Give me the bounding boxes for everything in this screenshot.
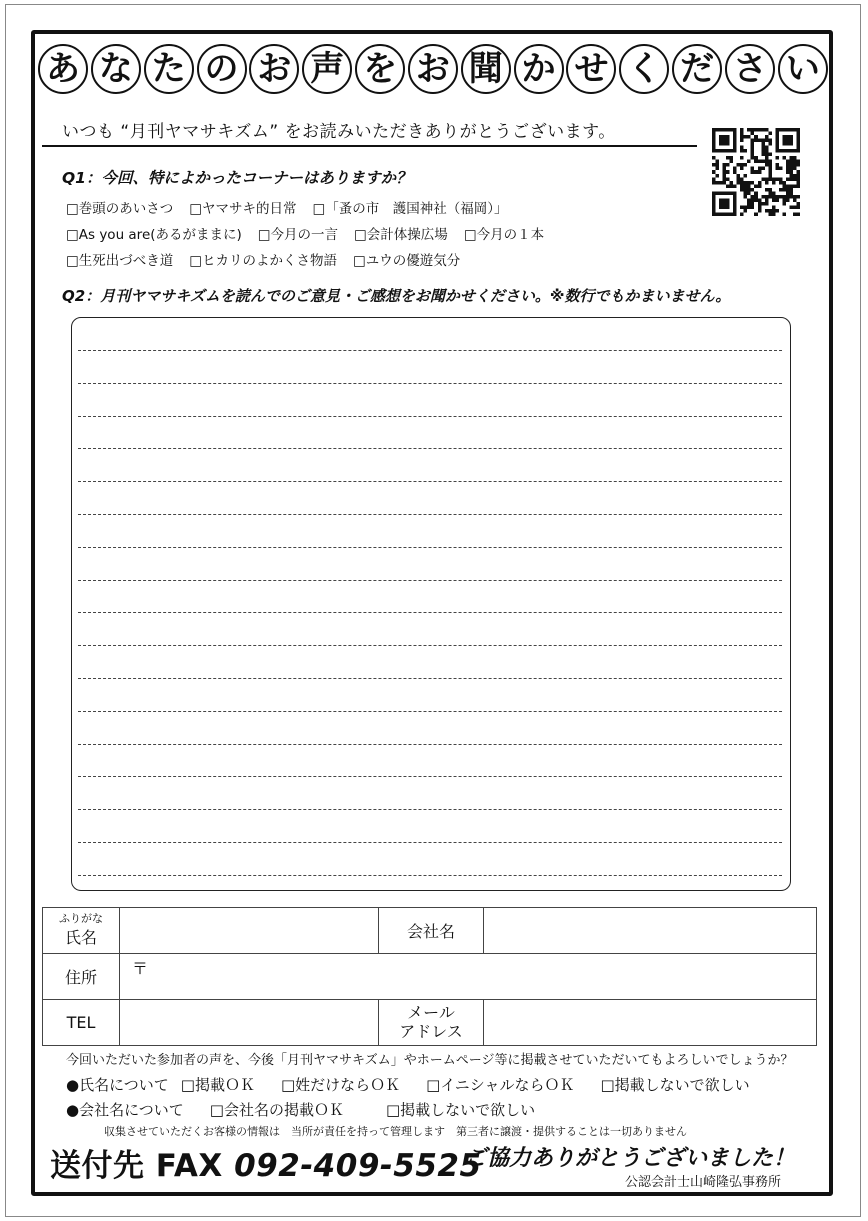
title-char: だ bbox=[672, 44, 722, 94]
thanks-message: いつも “月刊ヤマサキズム” をお読みいただきありがとうございます。 bbox=[62, 122, 616, 142]
name-label-cell bbox=[43, 908, 120, 954]
q1-option-checkbox[interactable]: □ヤマサキ的日常 bbox=[189, 201, 297, 217]
title-char: お bbox=[408, 44, 458, 94]
name-consent-no-checkbox[interactable]: □掲載しないで欲しい bbox=[600, 1076, 750, 1094]
name-consent-ok-checkbox[interactable]: □掲載ＯＫ bbox=[180, 1076, 255, 1094]
answer-line bbox=[78, 678, 782, 679]
fax-destination bbox=[50, 1140, 482, 1185]
answer-line bbox=[78, 744, 782, 745]
name-consent-initials-checkbox[interactable]: □イニシャルならＯＫ bbox=[426, 1076, 575, 1094]
q1-option-checkbox[interactable]: □「蚤の市 護国神社（福岡）」 bbox=[312, 201, 508, 217]
furigana-label: ふりがな bbox=[59, 911, 103, 925]
page-title bbox=[38, 44, 828, 98]
title-char: か bbox=[514, 44, 564, 94]
q1-heading: Q1：今回、特によかったコーナーはありますか？ bbox=[62, 169, 412, 187]
q1-option-checkbox[interactable]: □生死出づべき道 bbox=[66, 253, 174, 269]
answer-line bbox=[78, 416, 782, 417]
q1-option-checkbox[interactable]: □今月の１本 bbox=[463, 227, 545, 243]
office-name: 公認会計士山崎隆弘事務所 bbox=[625, 1175, 782, 1190]
q1-options-row-1 bbox=[66, 197, 524, 217]
company-consent-row bbox=[66, 1099, 561, 1120]
title-char: せ bbox=[566, 44, 616, 94]
q1-option-checkbox[interactable]: □ユウの優遊気分 bbox=[353, 253, 461, 269]
privacy-notice: 収集させていただくお客様の情報は 当所が責任を持って管理します 第三者に譲渡・提供することは一切ありません bbox=[104, 1125, 687, 1138]
answer-line bbox=[78, 711, 782, 712]
answer-line bbox=[78, 580, 782, 581]
name-field[interactable] bbox=[120, 908, 379, 954]
name-consent-row bbox=[66, 1074, 776, 1095]
company-field[interactable] bbox=[484, 908, 817, 954]
name-consent-label: ●氏名について bbox=[66, 1076, 169, 1094]
contact-form-table bbox=[42, 907, 817, 1046]
title-char: く bbox=[619, 44, 669, 94]
consent-question: 今回いただいた参加者の声を、今後「月刊ヤマサキズム」やホームページ等に掲載させていただいてもよろしいでしょうか？ bbox=[66, 1053, 794, 1068]
title-char: さ bbox=[725, 44, 775, 94]
answer-textarea[interactable] bbox=[71, 317, 791, 891]
answer-line bbox=[78, 842, 782, 843]
q1-options-row-2 bbox=[66, 223, 560, 243]
q1-option-checkbox[interactable]: □会計体操広場 bbox=[354, 227, 448, 243]
answer-line bbox=[78, 448, 782, 449]
q1-option-checkbox[interactable]: □巻頭のあいさつ bbox=[66, 201, 174, 217]
company-consent-label: ●会社名について bbox=[66, 1101, 184, 1119]
q1-option-checkbox[interactable]: □ヒカリのよかくさ物語 bbox=[189, 253, 338, 269]
title-char: を bbox=[355, 44, 405, 94]
q2-heading: Q2：月刊ヤマサキズムを読んでのご意見・ご感想をお聞かせください。※数行でもかまいません。 bbox=[62, 287, 731, 305]
divider bbox=[42, 145, 697, 147]
q1-options-row-3 bbox=[66, 249, 476, 269]
company-label: 会社名 bbox=[379, 908, 484, 954]
tel-label: TEL bbox=[43, 1000, 120, 1046]
answer-line bbox=[78, 481, 782, 482]
title-char: な bbox=[91, 44, 141, 94]
title-char: 声 bbox=[302, 44, 352, 94]
q1-option-checkbox[interactable]: □As you are(あるがままに) bbox=[66, 227, 242, 243]
title-char: の bbox=[197, 44, 247, 94]
postal-mark: 〒 bbox=[132, 959, 149, 978]
answer-line bbox=[78, 645, 782, 646]
qr-code-icon[interactable] bbox=[712, 128, 800, 216]
email-field[interactable] bbox=[484, 1000, 817, 1046]
answer-line bbox=[78, 809, 782, 810]
q1-option-checkbox[interactable]: □今月の一言 bbox=[257, 227, 339, 243]
answer-line bbox=[78, 350, 782, 351]
address-field[interactable] bbox=[120, 954, 817, 1000]
tel-field[interactable] bbox=[120, 1000, 379, 1046]
address-label: 住所 bbox=[43, 954, 120, 1000]
company-consent-no-checkbox[interactable]: □掲載しないで欲しい bbox=[385, 1101, 536, 1119]
title-char: お bbox=[249, 44, 299, 94]
title-char: あ bbox=[38, 44, 88, 94]
answer-line bbox=[78, 547, 782, 548]
closing-message: ご協力ありがとうございました！ bbox=[465, 1146, 796, 1171]
fax-label: 送付先 FAX bbox=[50, 1148, 235, 1184]
name-consent-surname-checkbox[interactable]: □姓だけならＯＫ bbox=[280, 1076, 401, 1094]
email-label-cell bbox=[379, 1000, 484, 1046]
answer-line bbox=[78, 383, 782, 384]
answer-line bbox=[78, 612, 782, 613]
title-char: 聞 bbox=[461, 44, 511, 94]
email-label-line-2: アドレス bbox=[399, 1021, 463, 1041]
company-consent-ok-checkbox[interactable]: □会社名の掲載ＯＫ bbox=[209, 1101, 344, 1119]
title-char: た bbox=[144, 44, 194, 94]
name-label: 氏名 bbox=[64, 928, 97, 948]
email-label-line-1: メール bbox=[407, 1003, 455, 1023]
answer-line bbox=[78, 776, 782, 777]
fax-number: 092-409-5525 bbox=[234, 1148, 482, 1184]
answer-line bbox=[78, 514, 782, 515]
title-char: い bbox=[778, 44, 828, 94]
answer-line bbox=[78, 875, 782, 876]
